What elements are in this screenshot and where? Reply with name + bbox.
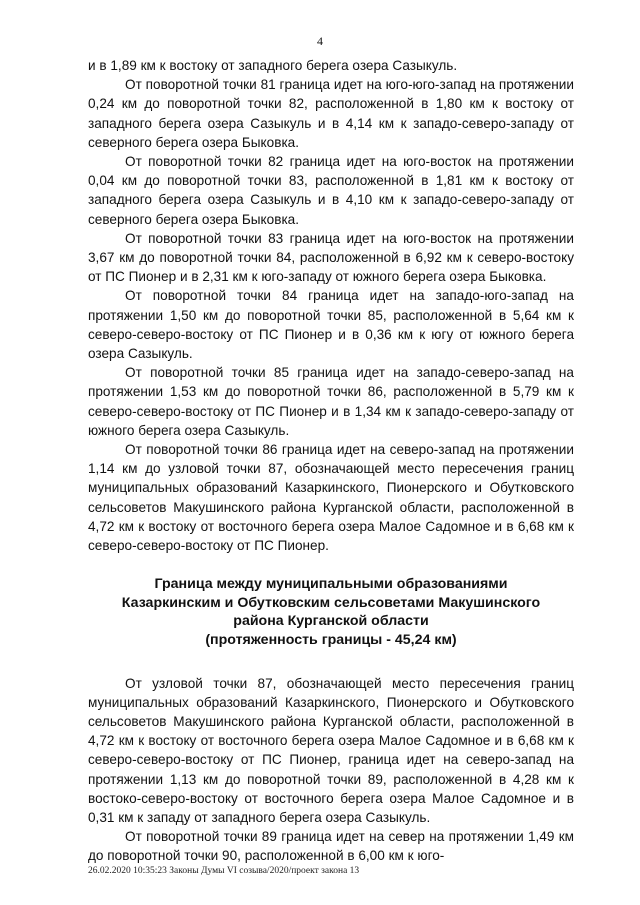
heading-line: Граница между муниципальными образованиями (154, 576, 508, 593)
heading-line: Казаркинским и Обутковским сельсоветами Макушинского (121, 594, 541, 611)
heading-length: (протяженность границы - 45,24 км) (205, 632, 457, 649)
paragraph: От поворотной точки 84 граница идет на западо-юго-запад на протяжении 1,50 км до поворотной точки 85, расположенной в 5,64 км к северо-северо-востоку от ПС Пионер и в 0,36 км к югу от южного берега озера Сазыкуль. (88, 288, 574, 362)
paragraph: и в 1,89 км к востоку от западного берега озера Сазыкуль. (88, 58, 458, 73)
paragraph: От поворотной точки 82 граница идет на юго-восток на протяжении 0,04 км до поворотной точки 83, расположенной в 1,81 км к востоку от западного берега озера Сазыкуль и в 4,10 км к западо-северо-западу от северного берега озера Быковка. (88, 154, 574, 227)
paragraph: От поворотной точки 86 граница идет на северо-запад на протяжении 1,14 км до узловой точки 87, обозначающей место пересечения границ муниципальных образований Казаркинского, Пионерского и Обутковского сельсоветов Макушинского района Курганской области, расположенной в 4,72 км к востоку от восточного берега озера Малое Садомное и в 6,68 км к северо-северо-востоку от ПС Пионер. (88, 442, 574, 554)
paragraph: От поворотной точки 85 граница идет на западо-северо-запад на протяжении 1,53 км до поворотной точки 86, расположенной в 5,79 км к северо-северо-востоку от ПС Пионер и в 1,34 км к западо-северо-западу от южного берега озера Сазыкуль. (88, 365, 574, 438)
paragraph: От узловой точки 87, обозначающей место пересечения границ муниципальных образований Казаркинского, Пионерского и Обутковского сельсоветов Макушинского района Курганской области, расположенной в 4,72 км к востоку от восточного берега озера Малое Садомное и в 6,68 км к северо-северо-востоку от ПС Пионер, граница идет на северо-запад на протяжении 1,13 км до поворотной точки 89, расположенной в 4,28 км к востоко-северо-востоку от восточного берега озера Малое Садомное и в 0,31 км к западу от западного берега озера Сазыкуль. (88, 675, 574, 826)
document-body (88, 56, 574, 866)
paragraph: От поворотной точки 89 граница идет на север на протяжении 1,49 км до поворотной точки 90, расположенной в 6,00 км к юго- (88, 829, 574, 864)
page-number: 4 (317, 34, 323, 48)
paragraph: От поворотной точки 81 граница идет на юго-юго-запад на протяжении 0,24 км до поворотной точки 82, расположенной в 1,80 км к востоку от западного берега озера Сазыкуль и в 4,14 км к западо-северо-западу от северного берега озера Быковка. (88, 77, 574, 150)
paragraph: От поворотной точки 83 граница идет на юго-восток на протяжении 3,67 км до поворотной точки 84, расположенной в 6,92 км к северо-востоку от ПС Пионер и в 2,31 км к юго-западу от южного берега озера Быковка. (88, 230, 574, 285)
footer-stamp: 26.02.2020 10:35:23 Законы Думы VI созыва/2020/проект закона 13 (88, 866, 360, 876)
heading-line: района Курганской области (233, 613, 429, 630)
section-heading (88, 575, 574, 649)
